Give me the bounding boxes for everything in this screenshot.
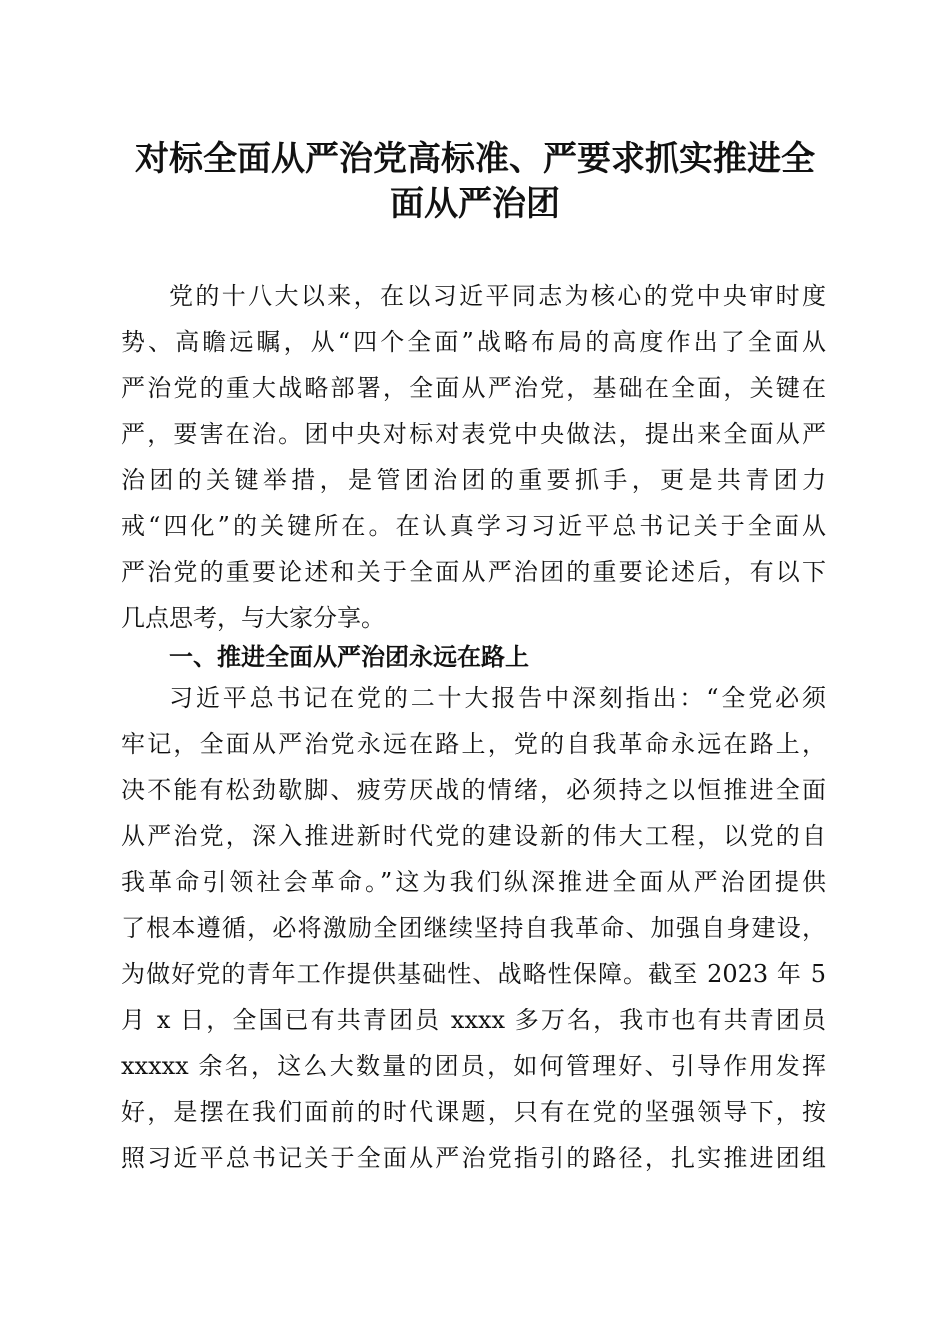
paragraph-1-line: 严，要害在治。团中央对标对表党中央做法，提出来全面从严 bbox=[121, 420, 826, 448]
paragraph-1-line: 戒“四化”的关键所在。在认真学习习近平总书记关于全面从 bbox=[121, 512, 826, 540]
paragraph-2-line: 我革命引领社会革命。”这为我们纵深推进全面从严治团提供 bbox=[121, 868, 826, 896]
paragraph-2-line: 好，是摆在我们面前的时代课题，只有在党的坚强领导下，按 bbox=[121, 1098, 826, 1126]
paragraph-2-line: 从严治党，深入推进新时代党的建设新的伟大工程，以党的自 bbox=[121, 822, 826, 850]
paragraph-1-line: 治团的关键举措，是管团治团的重要抓手，更是共青团力 bbox=[121, 466, 826, 494]
paragraph-2-line: 牢记，全面从严治党永远在路上，党的自我革命永远在路上， bbox=[121, 730, 826, 758]
paragraph-2-line: 为做好党的青年工作提供基础性、战略性保障。截至 2023 年 5 bbox=[121, 960, 826, 988]
paragraph-1-line: 严治党的重要论述和关于全面从严治团的重要论述后，有以下 bbox=[121, 558, 826, 586]
section-heading: 一、推进全面从严治团永远在路上 bbox=[169, 643, 529, 671]
paragraph-1-line: 党的十八大以来，在以习近平同志为核心的党中央审时度 bbox=[169, 282, 826, 310]
document-title-line-2: 面从严治团 bbox=[390, 184, 560, 224]
paragraph-1-line: 几点思考，与大家分享。 bbox=[121, 604, 385, 632]
paragraph-2-line: 了根本遵循，必将激励全团继续坚持自我革命、加强自身建设， bbox=[121, 914, 826, 942]
paragraph-2-line: 照习近平总书记关于全面从严治党指引的路径，扎实推进团组 bbox=[121, 1144, 826, 1172]
paragraph-2-line: 月 x 日，全国已有共青团员 xxxx 多万名，我市也有共青团员 bbox=[121, 1006, 826, 1034]
paragraph-2-line: 决不能有松劲歇脚、疲劳厌战的情绪，必须持之以恒推进全面 bbox=[121, 776, 826, 804]
paragraph-2-line: 习近平总书记在党的二十大报告中深刻指出：“全党必须 bbox=[169, 684, 826, 712]
paragraph-1-line: 势、高瞻远瞩，从“四个全面”战略布局的高度作出了全面从 bbox=[121, 328, 826, 356]
paragraph-1-line: 严治党的重大战略部署，全面从严治党，基础在全面，关键在 bbox=[121, 374, 826, 402]
paragraph-2-line: xxxxx 余名，这么大数量的团员，如何管理好、引导作用发挥 bbox=[121, 1052, 826, 1080]
document-title-line-1: 对标全面从严治党高标准、严要求抓实推进全 bbox=[135, 139, 815, 179]
